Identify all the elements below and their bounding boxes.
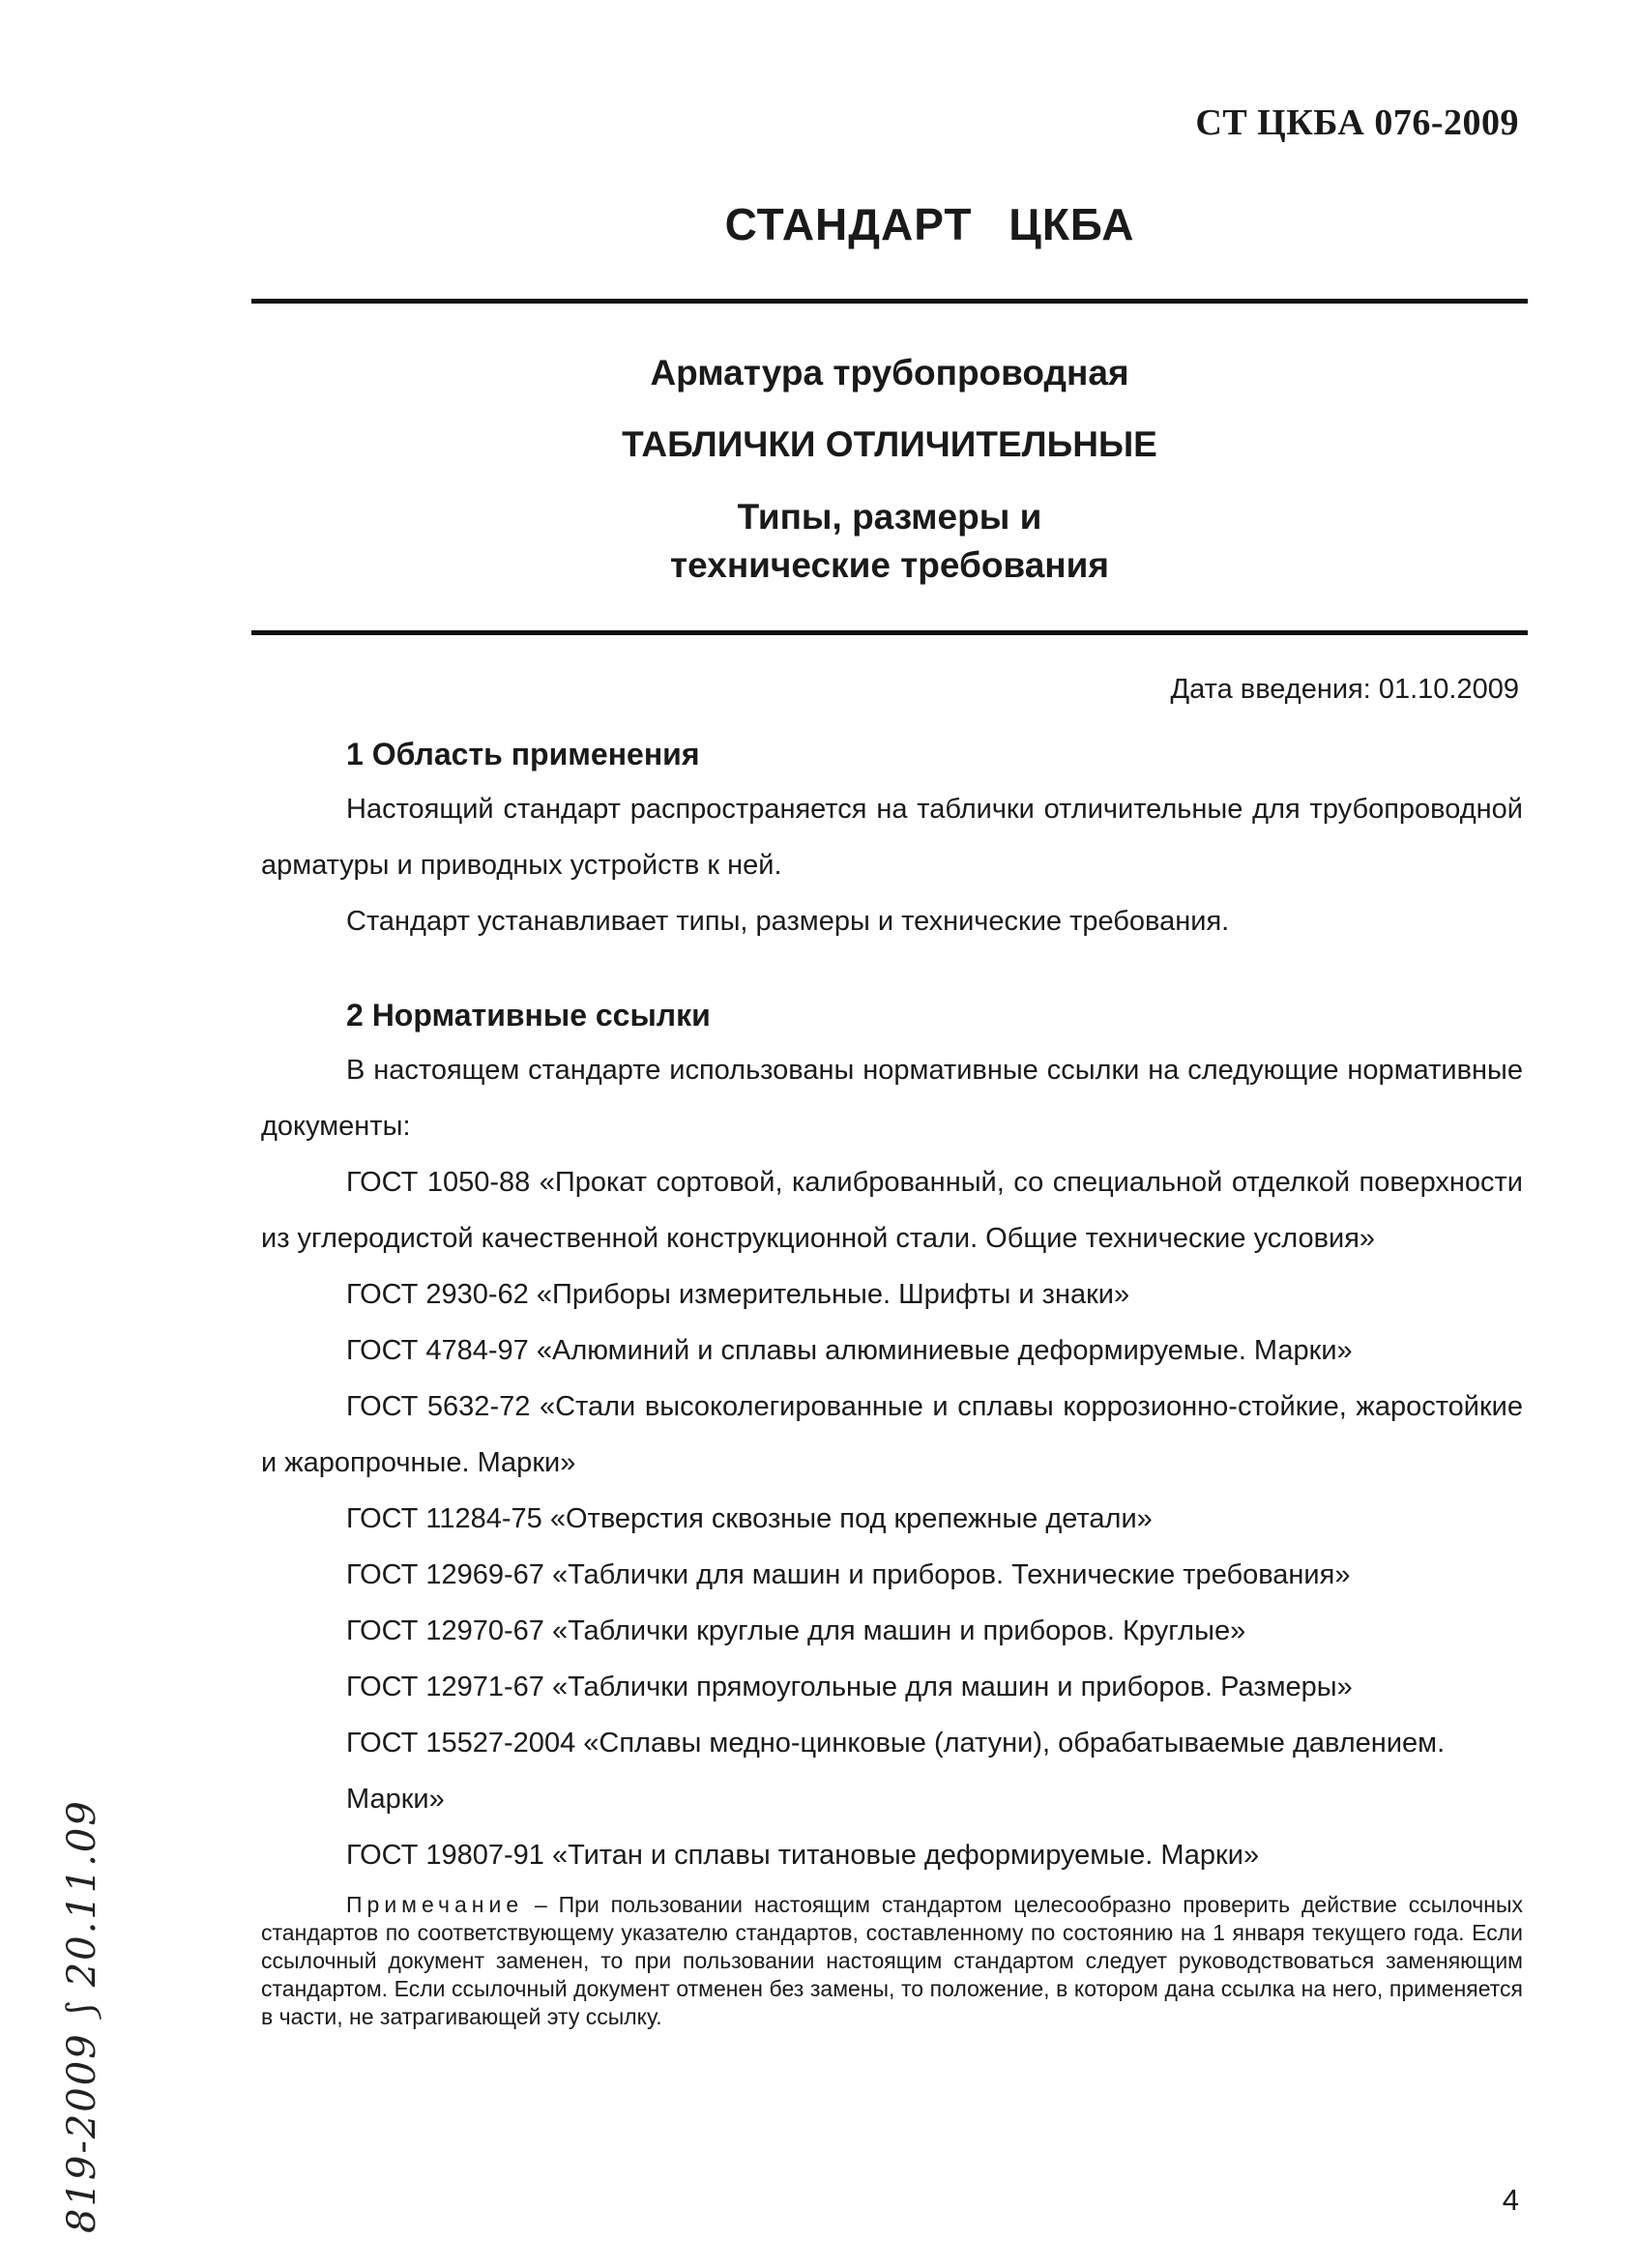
document-body [261,727,1523,2031]
handwritten-margin-stamp: 819-2009 ⟆ 20.11.09 [60,1799,104,2233]
reference-item: ГОСТ 2930-62 «Приборы измерительные. Шрифты и знаки» [346,1279,1130,1310]
reference-item: ГОСТ 15527-2004 «Сплавы медно-цинковые (латуни), обрабатываемые давлением. Марки» [346,1728,1446,1815]
reference-item: ГОСТ 4784-97 «Алюминий и сплавы алюминиевые деформируемые. Марки» [346,1335,1353,1366]
title-line-3b: технические требования [670,545,1109,585]
standard-title: СТАНДАРТ ЦКБА [724,199,1135,249]
reference-item: ГОСТ 1050-88 «Прокат сортовой, калиброванный, со специальной отделкой поверхности из углеродистой качественной конструкционной стали. Общие технические условия» [261,1167,1523,1254]
title-line-1: Арматура трубопроводная [650,353,1129,393]
section-2-heading: 2 Нормативные ссылки [346,998,711,1032]
note-text: – При пользовании настоящим стандартом целесообразно проверить действие ссылочных стандартов по соответствующему указателю стандартов, составленному по состоянию на 1 января текущего года. Если ссылочный документ заменен, то при пользовании настоящим стандартом следует руководствоваться заменяющим стандартом. Если ссылочный документ отменен без замены, то положение, в котором дана ссылка на него, применяется в части, не затрагивающей эту ссылку. [261,1892,1523,2029]
reference-item: ГОСТ 12970-67 «Таблички круглые для машин и приборов. Круглые» [346,1615,1246,1646]
title-line-2: ТАБЛИЧКИ ОТЛИЧИТЕЛЬНЫЕ [622,424,1157,464]
title-line-3a: Типы, размеры и [737,497,1042,537]
reference-item: ГОСТ 19807-91 «Титан и сплавы титановые деформируемые. Марки» [346,1840,1260,1871]
reference-item: ГОСТ 12971-67 «Таблички прямоугольные для машин и приборов. Размеры» [346,1672,1353,1702]
introduction-date: Дата введения: 01.10.2009 [1170,674,1519,705]
reference-note [261,1891,1523,2031]
document-title-block [251,348,1528,590]
page-number: 4 [1502,2183,1519,2217]
top-rule [251,299,1528,304]
section-2-intro: В настоящем стандарте использованы нормативные ссылки на следующие нормативные документы: [261,1055,1523,1142]
section-1-paragraph: Настоящий стандарт распространяется на таблички отличительные для трубопроводной арматуры и приводных устройств к ней. [261,794,1523,881]
reference-item: ГОСТ 12969-67 «Таблички для машин и приборов. Технические требования» [346,1559,1351,1590]
section-1-heading: 1 Область применения [346,737,700,771]
reference-item: ГОСТ 5632-72 «Стали высоколегированные и сплавы коррозионно-стойкие, жаростойкие и жаропрочные. Марки» [261,1391,1523,1478]
document-designation: СТ ЦКБА 076-2009 [1195,102,1519,143]
bottom-rule [251,630,1528,635]
note-label: Примечание [346,1892,524,1917]
section-1-paragraph: Стандарт устанавливает типы, размеры и технические требования. [346,906,1230,937]
title-line-3 [251,493,1528,590]
reference-item: ГОСТ 11284-75 «Отверстия сквозные под крепежные детали» [346,1503,1153,1534]
